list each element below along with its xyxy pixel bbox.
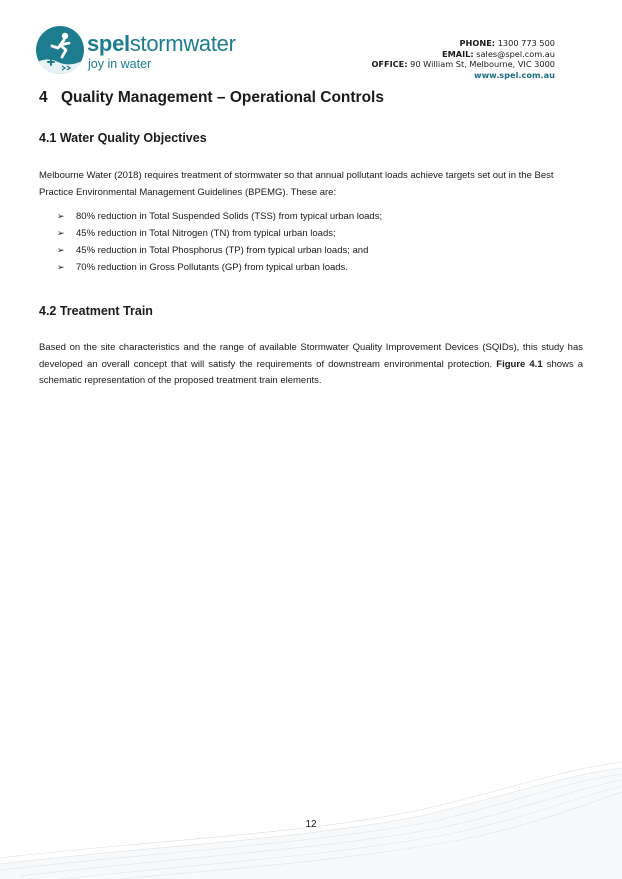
- list-item: ➢ 45% reduction in Total Nitrogen (TN) from typical urban loads;: [39, 225, 583, 242]
- treatment-train-paragraph: Based on the site characteristics and the range of available Stormwater Quality Improvement Devices (SQIDs), this study has developed an overall concept that will satisfy the requirements of downstream environmental protection. Figure 4.1 shows a schematic representation of the proposed treatment train elements.: [39, 342, 584, 386]
- contact-phone: PHONE: 1300 773 500: [459, 38, 555, 48]
- arrowhead-bullet-icon: ➢: [57, 228, 65, 238]
- list-item: ➢ 80% reduction in Total Suspended Solids (TSS) from typical urban loads;: [39, 208, 583, 225]
- logo-emblem-icon: [36, 26, 84, 74]
- figure-reference: Figure 4.1: [496, 358, 543, 370]
- objectives-list: [39, 208, 583, 276]
- footer-wave-decoration: [0, 740, 622, 879]
- subsection-heading-water-quality: 4.1 Water Quality Objectives: [39, 131, 207, 145]
- subsection-heading-treatment-train: 4.2 Treatment Train: [39, 304, 153, 318]
- section-heading: [39, 88, 583, 108]
- contact-website[interactable]: www.spel.com.au: [474, 69, 555, 80]
- arrowhead-bullet-icon: ➢: [57, 262, 65, 272]
- contact-block: [371, 38, 555, 80]
- section-title: Quality Management – Operational Controls: [61, 89, 384, 106]
- list-item: ➢ 70% reduction in Gross Pollutants (GP) from typical urban loads.: [39, 259, 583, 276]
- list-item: ➢ 45% reduction in Total Phosphorus (TP) from typical urban loads; and: [39, 242, 583, 259]
- section-number: 4: [39, 89, 48, 106]
- page-number: 12: [305, 819, 317, 830]
- arrowhead-bullet-icon: ➢: [57, 245, 65, 255]
- contact-office: OFFICE: 90 William St, Melbourne, VIC 3000: [371, 59, 555, 70]
- water-quality-intro: Melbourne Water (2018) requires treatment of stormwater so that annual pollutant loads achieve targets set out in the Best Practice Environmental Management Guidelines (BPEMG). These are:: [39, 170, 554, 198]
- logo-tagline: joy in water: [88, 57, 152, 71]
- page-header: [0, 0, 622, 90]
- contact-email: EMAIL: sales@spel.com.au: [442, 48, 555, 59]
- logo-wordmark: spelstormwater: [87, 31, 236, 56]
- arrowhead-bullet-icon: ➢: [57, 211, 65, 221]
- spel-logo: [36, 26, 236, 78]
- document-body: [39, 88, 583, 390]
